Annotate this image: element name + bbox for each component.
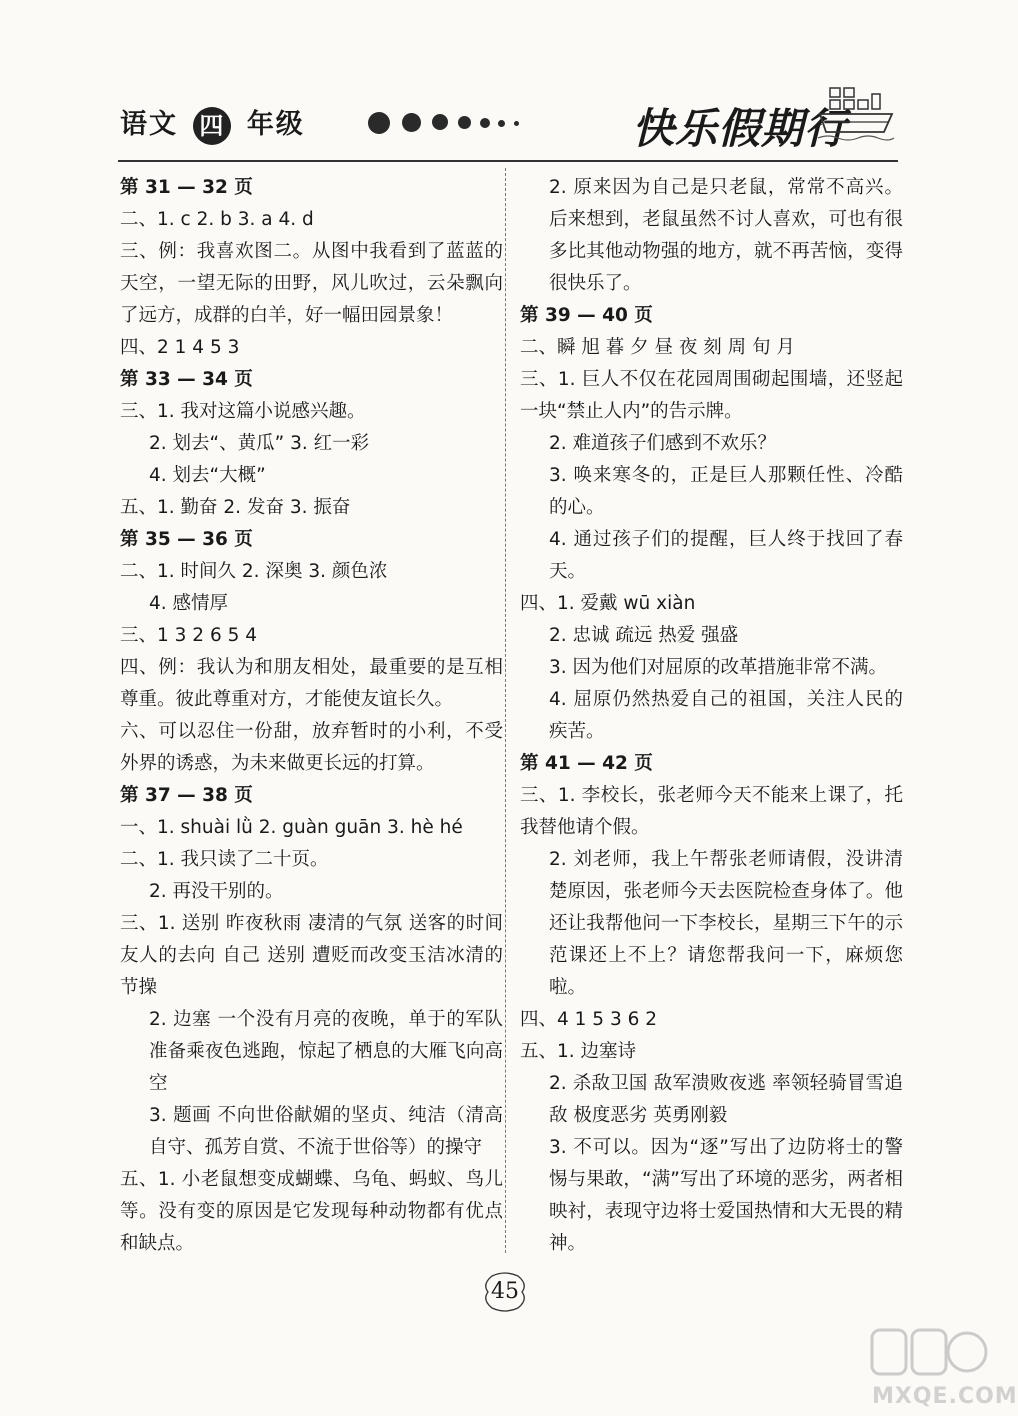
watermark-text: MXQE.COM xyxy=(872,1384,1018,1409)
answer-line: 4. 感情厚 xyxy=(149,593,229,614)
section-heading: 第 35 — 36 页 xyxy=(120,529,253,550)
section-heading: 第 31 — 32 页 xyxy=(120,177,253,198)
answer-line: 五、1. 边塞诗 xyxy=(520,1041,637,1062)
right-answer-column xyxy=(520,172,903,1260)
answer-line: 4. 划去“大概” xyxy=(149,465,266,486)
answer-line: 三、1. 送别 昨夜秋雨 凄清的气氛 送客的时间 友人的去向 自己 送别 遭贬而改变玉洁冰清的节操 xyxy=(120,913,503,998)
answer-line: 4. 屈原仍然热爱自己的祖国，关注人民的疾苦。 xyxy=(549,689,903,742)
subject-grade-label xyxy=(120,102,305,145)
answer-line: 2. 难道孩子们感到不欢乐？ xyxy=(549,433,777,454)
answer-line: 二、瞬 旭 暮 夕 昼 夜 刻 周 旬 月 xyxy=(520,337,795,358)
answer-line: 2. 杀敌卫国 敌军溃败夜逃 率领轻骑冒雪追敌 极度恶劣 英勇刚毅 xyxy=(549,1073,903,1126)
section-heading: 第 37 — 38 页 xyxy=(120,785,253,806)
watermark-logo-icon xyxy=(870,1324,988,1380)
column-divider xyxy=(505,168,506,1253)
answer-line: 2. 划去“、黄瓜” 3. 红一彩 xyxy=(149,433,370,454)
answer-line: 三、1. 李校长，张老师今天不能来上课了，托我替他请个假。 xyxy=(520,785,903,838)
page-number xyxy=(482,1272,528,1312)
ship-icon xyxy=(818,84,894,146)
answer-line: 二、1. 时间久 2. 深奥 3. 颜色浓 xyxy=(120,561,388,582)
answer-line: 三、例：我喜欢图二。从图中我看到了蓝蓝的天空，一望无际的田野，风儿吹过，云朵飘向了远方，成群的白羊，好一幅田园景象！ xyxy=(120,241,503,326)
answer-line: 四、1. 爱戴 wū xiàn xyxy=(520,593,696,614)
subject-name: 语文 xyxy=(120,109,178,140)
grade-badge: 四 xyxy=(193,107,231,145)
section-heading: 第 39 — 40 页 xyxy=(520,305,653,326)
left-answer-column xyxy=(120,172,503,1260)
watermark xyxy=(870,1320,1018,1412)
answer-line: 四、例：我认为和朋友相处，最重要的是互相尊重。彼此尊重对方，才能使友谊长久。 xyxy=(120,657,503,710)
answer-line: 四、4 1 5 3 6 2 xyxy=(520,1009,658,1030)
answer-line: 2. 边塞 一个没有月亮的夜晚，单于的军队准备乘夜色逃跑，惊起了栖息的大雁飞向高空 xyxy=(149,1009,503,1094)
answer-line: 2. 原来因为自己是只老鼠，常常不高兴。后来想到，老鼠虽然不讨人喜欢，可也有很多比其他动物强的地方，就不再苦恼，变得很快乐了。 xyxy=(549,177,903,294)
answer-line: 二、1. 我只读了二十页。 xyxy=(120,849,329,870)
answer-line: 3. 题画 不向世俗献媚的坚贞、纯洁（清高自守、孤芳自赏、不流于世俗等）的操守 xyxy=(149,1105,503,1158)
answer-line: 三、1. 巨人不仅在花园周围砌起围墙，还竖起一块“禁止人内”的告示牌。 xyxy=(520,369,903,422)
grade-suffix: 年级 xyxy=(246,109,305,140)
answer-line: 3. 因为他们对屈原的改革措施非常不满。 xyxy=(549,657,888,678)
answer-line: 3. 不可以。因为“逐”写出了边防将士的警惕与果敢，“满”写出了环境的恶劣，两者相映衬，表现守边将士爱国热情和大无畏的精神。 xyxy=(549,1137,903,1254)
answer-line: 四、2 1 4 5 3 xyxy=(120,337,240,358)
answer-line: 2. 刘老师，我上午帮张老师请假，没讲清楚原因，张老师今天去医院检查身体了。他还让我帮他问一下李校长，星期三下午的示范课还上不上？请您帮我问一下，麻烦您啦。 xyxy=(549,849,903,998)
section-heading: 第 33 — 34 页 xyxy=(120,369,253,390)
answer-line: 2. 再没干别的。 xyxy=(149,881,284,902)
book-title: 快乐假期行 xyxy=(632,104,848,153)
answer-line: 二、1. c 2. b 3. a 4. d xyxy=(120,209,314,230)
answer-line: 3. 唤来寒冬的，正是巨人那颗任性、冷酷的心。 xyxy=(549,465,903,518)
section-heading: 第 41 — 42 页 xyxy=(520,753,653,774)
page-number-text: 45 xyxy=(491,1279,519,1304)
answer-line: 4. 通过孩子们的提醒，巨人终于找回了春天。 xyxy=(549,529,903,582)
answer-line: 五、1. 勤奋 2. 发奋 3. 振奋 xyxy=(120,497,351,518)
header-rule xyxy=(118,160,898,162)
answer-line: 三、1. 我对这篇小说感兴趣。 xyxy=(120,401,366,422)
page-header xyxy=(0,0,1000,165)
answer-line: 六、可以忍住一份甜，放弃暂时的小利，不受外界的诱惑，为未来做更长远的打算。 xyxy=(120,721,503,774)
answer-line: 2. 忠诚 疏远 热爱 强盛 xyxy=(549,625,739,646)
answer-line: 三、1 3 2 6 5 4 xyxy=(120,625,258,646)
answer-line: 五、1. 小老鼠想变成蝴蝶、乌龟、蚂蚁、鸟儿等。没有变的原因是它发现每种动物都有优点和缺点。 xyxy=(120,1169,503,1254)
answer-line: 一、1. shuài lǜ 2. guàn guān 3. hè hé xyxy=(120,817,463,838)
